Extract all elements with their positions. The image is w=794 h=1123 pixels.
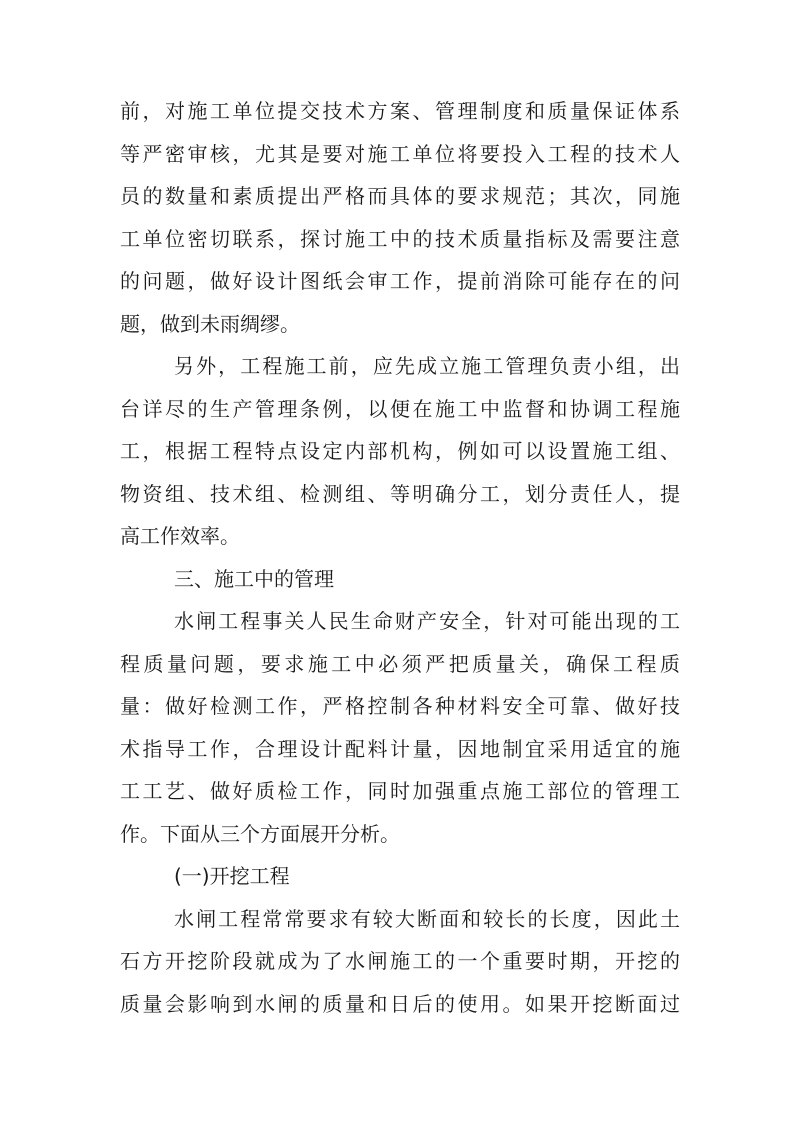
text-line: 石方开挖阶段就成为了水闸施工的一个重要时期，开挖的 [120, 949, 680, 973]
text-line: 水闸工程事关人民生命财产安全，针对可能出现的工 [174, 609, 680, 633]
text-line: 员的数量和素质提出严格而具体的要求规范；其次，同施 [120, 184, 680, 208]
text-line: 的问题，做好设计图纸会审工作，提前消除可能存在的问 [120, 269, 680, 293]
text-line: 台详尽的生产管理条例，以便在施工中监督和协调工程施 [120, 396, 680, 421]
text-line: 量：做好检测工作，严格控制各种材料安全可靠、做好技 [120, 694, 680, 718]
text-line: 术指导工作，合理设计配料计量，因地制宜采用适宜的施 [120, 736, 680, 761]
text-line: 水闸工程常常要求有较大断面和较长的长度，因此土 [174, 906, 680, 931]
text-line: 另外，工程施工前，应先成立施工管理负责小组，出 [174, 354, 680, 378]
text-line: 题，做到未雨绸缪。 [120, 311, 300, 336]
text-line: 前，对施工单位提交技术方案、管理制度和质量保证体系 [120, 99, 680, 123]
text-line: (一)开挖工程 [174, 864, 290, 888]
text-line: 工单位密切联系，探讨施工中的技术质量指标及需要注意 [120, 226, 680, 251]
text-line: 物资组、技术组、检测组、等明确分工，划分责任人，提 [120, 481, 680, 506]
text-line: 质量会影响到水闸的质量和日后的使用。如果开挖断面过 [120, 991, 680, 1016]
text-line: 高工作效率。 [120, 524, 240, 548]
text-line: 程质量问题，要求施工中必须严把质量关，确保工程质 [120, 651, 680, 676]
text-line: 等严密审核，尤其是要对施工单位将要投入工程的技术人 [120, 141, 680, 166]
text-line: 作。下面从三个方面展开分析。 [120, 821, 400, 846]
text-line: 三、施工中的管理 [174, 566, 334, 591]
text-line: 工工艺、做好质检工作，同时加强重点施工部位的管理工 [120, 779, 680, 803]
document-body [120, 90, 680, 1025]
text-line: 工，根据工程特点设定内部机构，例如可以设置施工组、 [120, 439, 680, 463]
